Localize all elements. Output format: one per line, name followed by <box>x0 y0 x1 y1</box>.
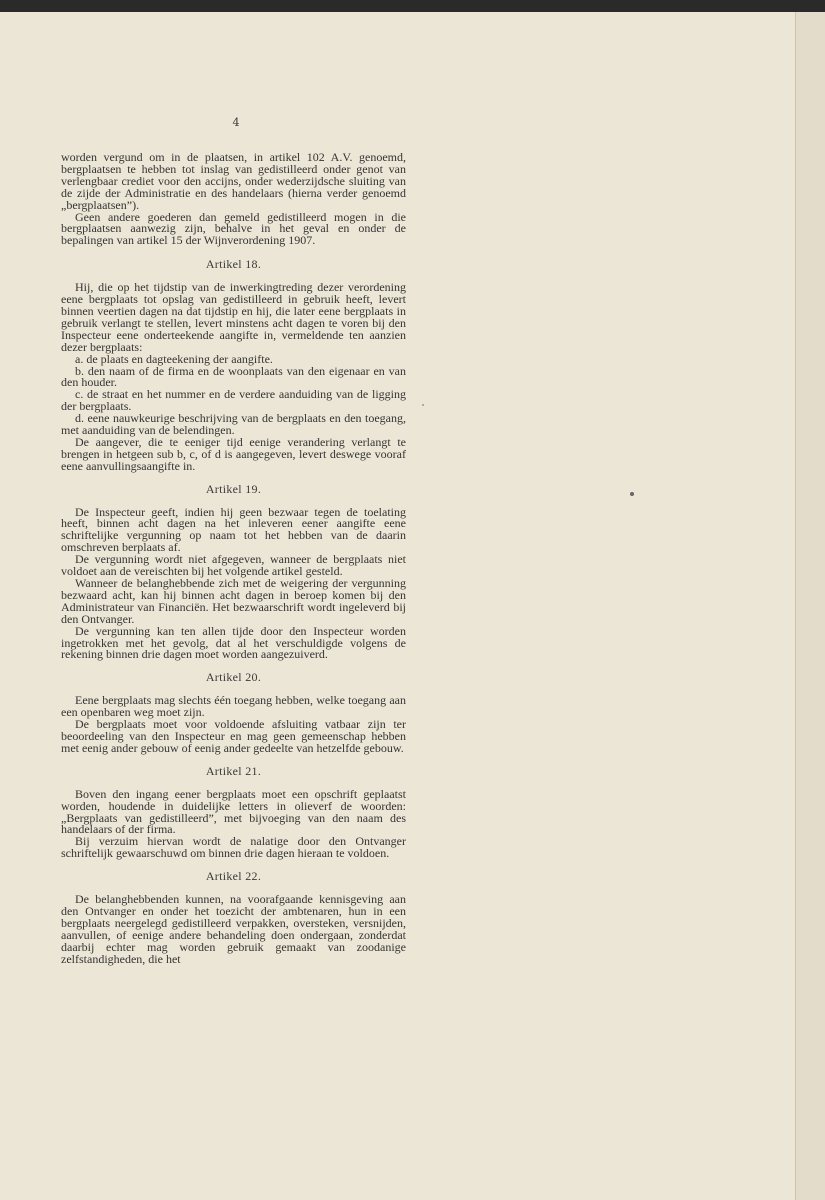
article-heading: Artikel 20. <box>205 670 262 685</box>
ink-speck <box>422 404 424 406</box>
article-heading: Artikel 22. <box>205 869 262 884</box>
list-item: a. de plaats en dagteekening der aangifte. <box>75 351 273 366</box>
list-item: b. den naam of de firma en de woonplaats van den eigenaar en van den houder. <box>61 363 406 390</box>
document-body <box>61 152 406 965</box>
paragraph: Eene bergplaats mag slechts één toegang hebben, welke toegang aan een openbaren weg moet zijn. <box>61 693 406 720</box>
article-heading: Artikel 18. <box>205 257 262 272</box>
paragraph: Bij verzuim hiervan wordt de nalatige door den Ontvanger schriftelijk gewaarschuwd om binnen drie dagen hieraan te voldoen. <box>61 834 406 861</box>
paragraph: De vergunning kan ten allen tijde door den Inspecteur worden ingetrokken met het gevolg, dat al het verschuldigde volgens de rekening binnen drie dagen moet worden aangezuiverd. <box>61 623 406 662</box>
list-item: c. de straat en het nummer en de verdere aanduiding van de ligging der bergplaats. <box>61 387 406 414</box>
page-number: 4 <box>232 116 240 129</box>
paragraph: Wanneer de belanghebbende zich met de weigering der vergunning bezwaard acht, kan hij binnen acht dagen in beroep komen bij den Administrateur van Financiën. Het bezwaarschrift wordt ingeleverd bij den Ontvanger. <box>61 576 406 626</box>
paragraph: De belanghebbenden kunnen, na voorafgaande kennisgeving aan den Ontvanger en onder het toezicht der ambtenaren, hun in een bergplaats neergelegd gedistilleerd verpakken, oversteken, versnijden, aanvullen, of eenige andere behandeling doen ondergaan, zonderdat daarbij echter mag worden gebruik gemaakt van zoodanige zelfstandigheden, die het <box>61 892 406 966</box>
list-item: d. eene nauwkeurige beschrijving van de bergplaats en den toegang, met aanduiding van de belendingen. <box>61 411 406 438</box>
paragraph: Hij, die op het tijdstip van de inwerkingtreding dezer verordening eene bergplaats tot opslag van gedistilleerd in gebruik heeft, levert binnen veertien dagen na dat tijdstip en hij, die later eene bergplaats in gebruik verlangt te stellen, levert minstens acht dagen te voren bij den Inspecteur eene onderteekende aangifte in, vermeldende ten aanzien dezer bergplaats: <box>61 280 406 354</box>
paragraph: De Inspecteur geeft, indien hij geen bezwaar tegen de toelating heeft, binnen acht dagen na het inleveren eener aangifte eene schriftelijke vergunning op naam tot het hebben van de daarin omschreven berplaats af. <box>61 504 406 555</box>
paragraph: De vergunning wordt niet afgegeven, wanneer de bergplaats niet voldoet aan de vereischten bij het volgende artikel gesteld. <box>61 552 406 579</box>
paragraph: worden vergund om in de plaatsen, in artikel 102 A.V. genoemd, bergplaatsen te hebben tot inslag van gedistilleerd onder genot van verlengbaar crediet voor den accijns, onder wederzijdsche sluiting van de zijde der Administratie en des handelaars (hierna verder genoemd „bergplaatsen”). <box>61 150 406 212</box>
paragraph: De bergplaats moet voor voldoende afsluiting vatbaar zijn ter beoordeeling van den Inspecteur en mag geen gemeenschap hebben met eenig ander gebouw of eenig ander gedeelte van hetzelfde gebouw. <box>61 717 406 755</box>
paragraph: Boven den ingang eener bergplaats moet een opschrift geplaatst worden, houdende in duidelijke letters in olieverf de woorden: „Bergplaats van gedistilleerd”, met bijvoeging van den naam des handelaars of der firma. <box>61 786 406 837</box>
paragraph: Geen andere goederen dan gemeld gedistilleerd mogen in die bergplaatsen aanwezig zijn, behalve in het geval en onder de bepalingen van artikel 15 der Wijnverordening 1907. <box>61 209 406 248</box>
ink-speck <box>630 492 634 496</box>
article-heading: Artikel 19. <box>205 481 262 496</box>
article-heading: Artikel 21. <box>205 763 262 778</box>
next-page-edge <box>796 12 825 1200</box>
paragraph: De aangever, die te eeniger tijd eenige verandering verlangt te brengen in hetgeen sub b, c, of d is aangegeven, levert deswege vooraf eene aanvullingsaangifte in. <box>61 434 406 473</box>
